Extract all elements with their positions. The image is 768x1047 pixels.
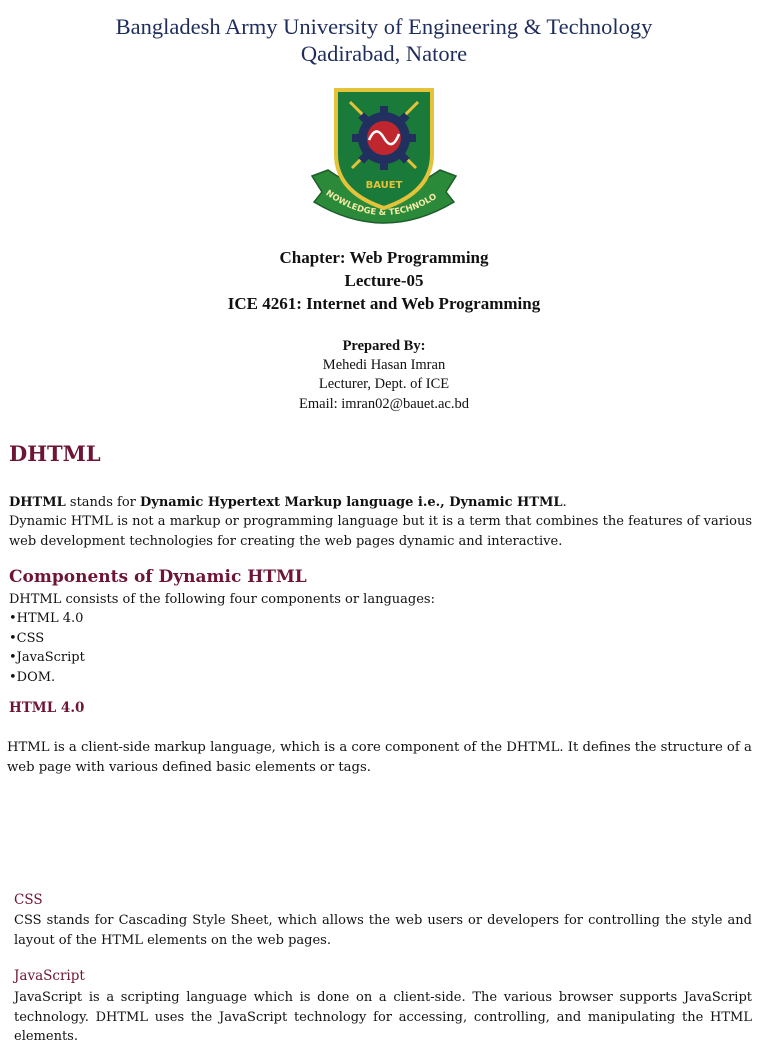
dhtml-definition [9, 493, 759, 513]
logo-top-text: BAUET [365, 180, 403, 191]
prepared-by-label: Prepared By: [342, 338, 426, 354]
author-position: Lecturer, Dept. of ICE [318, 376, 450, 392]
bauet-emblem-icon [306, 84, 462, 232]
author-email: Email: imran02@bauet.ac.bd [299, 396, 469, 412]
list-item: •JavaScript [9, 650, 85, 665]
dhtml-paragraph: Dynamic HTML is not a markup or programming language but it is a term that combines the features of various web development technologies for creating the web pages dynamic and interactive. [9, 514, 752, 549]
component-list [9, 609, 85, 687]
list-item: •HTML 4.0 [9, 611, 84, 626]
dhtml-def-end: . [562, 495, 567, 510]
university-name: Bangladesh Army University of Engineering & Technology [115, 14, 653, 39]
lecture-number: Lecture-05 [344, 271, 424, 290]
components-intro: DHTML consists of the following four components or languages: [9, 592, 435, 607]
list-item: •DOM. [9, 669, 56, 685]
logo-ribbon-text: NOWLEDGE & TECHNOLO [323, 188, 439, 219]
dhtml-term: DHTML [9, 495, 66, 510]
dhtml-def-mid: stands for [65, 495, 141, 510]
chapter-title: Chapter: Web Programming [279, 248, 489, 267]
list-item: •CSS [9, 630, 45, 646]
html40-paragraph: HTML is a client-side markup language, which is a core component of the DHTML. It defines the structure of a web page with various defined basic elements or tags. [7, 740, 752, 775]
javascript-paragraph: JavaScript is a scripting language which is done on a client-side. The various browser supports JavaScript technology. DHTML uses the JavaScript technology for accessing, controlling, and manipulating the HTML elements. [14, 990, 752, 1044]
university-logo [306, 84, 462, 232]
components-heading: Components of Dynamic HTML [9, 567, 307, 587]
html40-heading: HTML 4.0 [9, 700, 85, 716]
css-paragraph: CSS stands for Cascading Style Sheet, which allows the web users or developers for controlling the style and layout of the HTML elements on the web pages. [14, 913, 752, 948]
javascript-heading: JavaScript [14, 968, 85, 984]
university-location: Qadirabad, Natore [300, 41, 468, 66]
css-heading: CSS [14, 892, 43, 908]
course-title: ICE 4261: Internet and Web Programming [227, 294, 541, 313]
author-name: Mehedi Hasan Imran [322, 357, 446, 373]
dhtml-expansion: Dynamic Hypertext Markup language i.e., Dynamic HTML [140, 495, 563, 510]
dhtml-heading: DHTML [9, 441, 101, 466]
